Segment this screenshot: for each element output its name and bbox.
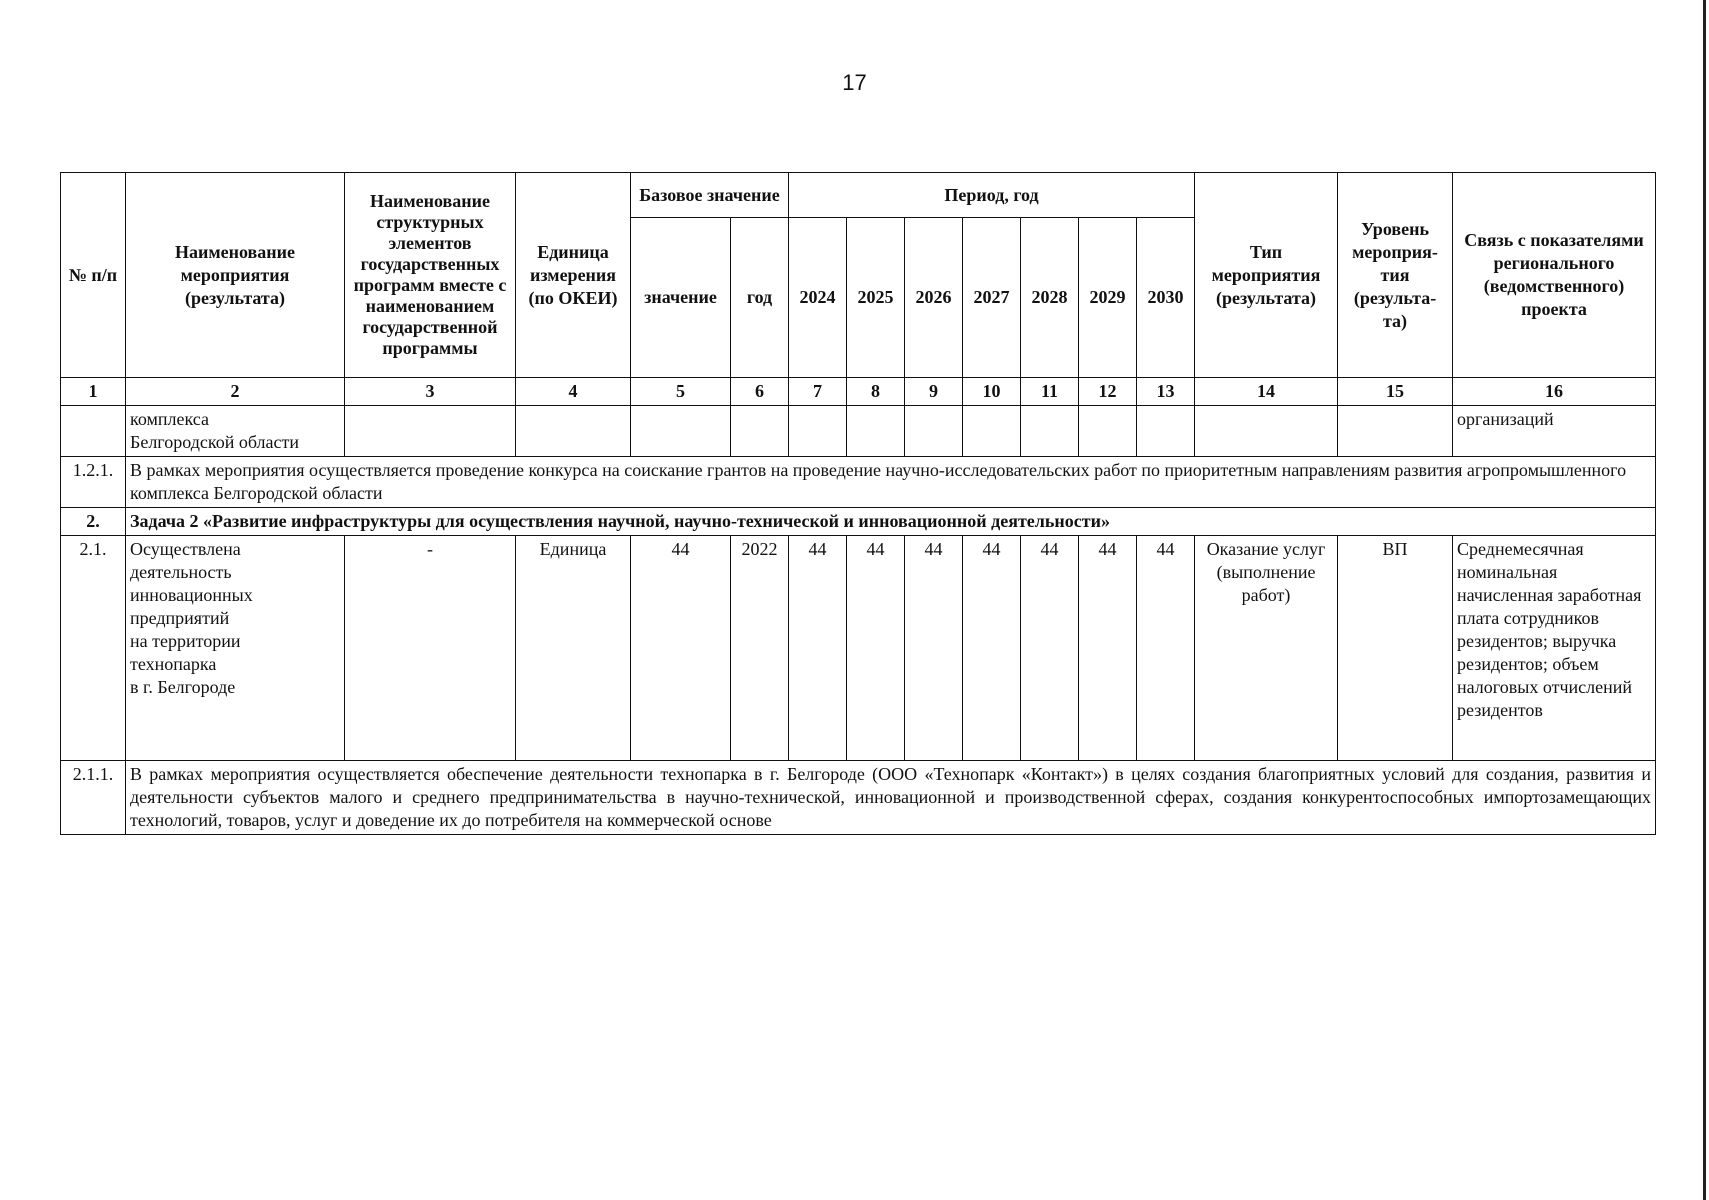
column-number: 4 (516, 378, 631, 406)
base-year-cell: 2022 (731, 536, 789, 761)
table-row-task-2 (61, 508, 1656, 536)
year-value-cell: 44 (1021, 536, 1079, 761)
column-number: 9 (905, 378, 963, 406)
year-value-cell: 44 (847, 536, 905, 761)
header-measure-level: Уровень мероприя-тия (результа-та) (1338, 173, 1453, 378)
measure-name-cell: Осуществлена деятельность инновационных предприятий на территории технопарка в г. Белгороде (126, 536, 345, 761)
measure-type-cell: Оказание услуг (выполнение работ) (1195, 536, 1338, 761)
table-row-1-2-1 (61, 457, 1656, 508)
header-year: 2029 (1079, 218, 1137, 378)
header-base-year: год (731, 218, 789, 378)
header-unit: Единица измерения (по ОКЕИ) (516, 173, 631, 378)
header-measure-type: Тип мероприятия (результата) (1195, 173, 1338, 378)
header-base-value: значение (631, 218, 731, 378)
header-year: 2025 (847, 218, 905, 378)
column-number: 7 (789, 378, 847, 406)
column-number: 3 (345, 378, 516, 406)
year-value-cell: 44 (789, 536, 847, 761)
description-cell: В рамках мероприятия осуществляется обеспечение деятельности технопарка в г. Белгороде (ООО «Технопарк «Контакт») в целях создания благоприятных условий для создания, развития и деятельности субъектов малого и среднего предпринимательства в научно-технической, инновационной и производственной сферах, создания конкурентоспособных импортозамещающих технологий, товаров, услуг и доведение их до потребителя на коммерческой основе (126, 761, 1656, 835)
column-number: 11 (1021, 378, 1079, 406)
header-year: 2028 (1021, 218, 1079, 378)
column-number: 5 (631, 378, 731, 406)
header-measure-name: Наименование мероприятия (результата) (126, 173, 345, 378)
column-number: 14 (1195, 378, 1338, 406)
row-number-cell: 2.1. (61, 536, 126, 761)
column-number: 1 (61, 378, 126, 406)
project-link-cell: Среднемесячная номинальная начисленная заработная плата сотрудников резидентов; выручка резидентов; объем налоговых отчислений резидентов (1453, 536, 1656, 761)
structural-elements-cell: - (345, 536, 516, 761)
header-structural-elements: Наименование структурных элементов государственных программ вместе с наименованием государственной программы (345, 173, 516, 378)
column-number: 16 (1453, 378, 1656, 406)
row-number-cell: 1.2.1. (61, 457, 126, 508)
measures-table (60, 172, 1656, 835)
description-cell: В рамках мероприятия осуществляется проведение конкурса на соискание грантов на проведение научно-исследовательских работ по приоритетным направлениям развития агропромышленного комплекса Белгородской области (126, 457, 1656, 508)
year-value-cell: 44 (1137, 536, 1195, 761)
header-project-link: Связь с показателями регионального (ведомственного) проекта (1453, 173, 1656, 378)
header-year: 2027 (963, 218, 1021, 378)
base-value-cell: 44 (631, 536, 731, 761)
column-number-row (61, 378, 1656, 406)
header-year: 2024 (789, 218, 847, 378)
column-number: 12 (1079, 378, 1137, 406)
table-row-continued (61, 406, 1656, 457)
measure-level-cell: ВП (1338, 536, 1453, 761)
column-number: 10 (963, 378, 1021, 406)
page-number: 17 (842, 70, 867, 95)
header-number: № п/п (61, 173, 126, 378)
table-row-2-1 (61, 536, 1656, 761)
row-number-cell: 2. (61, 508, 126, 536)
column-number: 8 (847, 378, 905, 406)
header-row-1 (61, 173, 1656, 218)
column-number: 15 (1338, 378, 1453, 406)
table-row-2-1-1 (61, 761, 1656, 835)
header-year: 2026 (905, 218, 963, 378)
unit-cell: Единица (516, 536, 631, 761)
header-base-value-group: Базовое значение (631, 173, 789, 218)
year-value-cell: 44 (963, 536, 1021, 761)
year-value-cell: 44 (1079, 536, 1137, 761)
project-link-cell: организаций (1453, 406, 1656, 457)
column-number: 2 (126, 378, 345, 406)
row-number-cell: 2.1.1. (61, 761, 126, 835)
column-number: 6 (731, 378, 789, 406)
task-title-cell: Задача 2 «Развитие инфраструктуры для осуществления научной, научно-технической и инновационной деятельности» (126, 508, 1656, 536)
measure-name-cell: комплекса Белгородской области (126, 406, 345, 457)
header-year: 2030 (1137, 218, 1195, 378)
column-number: 13 (1137, 378, 1195, 406)
year-value-cell: 44 (905, 536, 963, 761)
header-period-group: Период, год (789, 173, 1195, 218)
